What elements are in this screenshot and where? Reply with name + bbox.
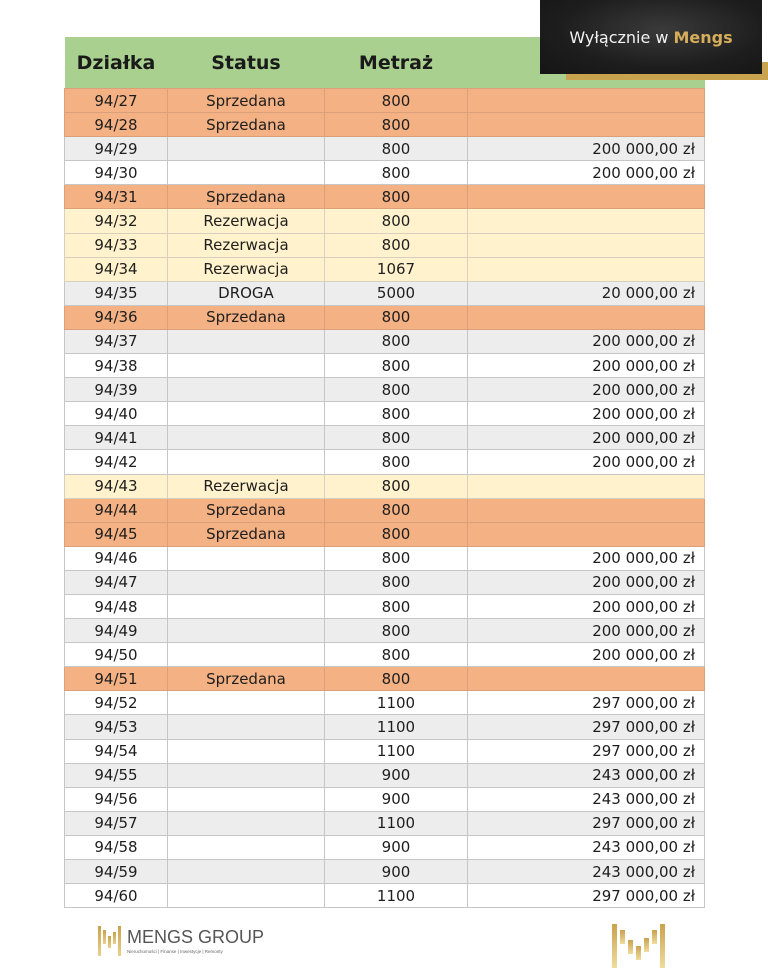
table-row [65, 305, 705, 329]
cell-plot: 94/27 [65, 89, 168, 113]
table-row [65, 257, 705, 281]
table-row [65, 546, 705, 570]
logo-mark-icon [98, 926, 121, 956]
cell-price: 243 000,00 zł [468, 835, 705, 859]
table-row [65, 715, 705, 739]
table-row [65, 378, 705, 402]
cell-status [168, 329, 325, 353]
cell-area: 800 [325, 619, 468, 643]
cell-plot: 94/48 [65, 594, 168, 618]
cell-plot: 94/52 [65, 691, 168, 715]
table-row [65, 329, 705, 353]
table-row [65, 667, 705, 691]
cell-status [168, 835, 325, 859]
cell-plot: 94/53 [65, 715, 168, 739]
table-row [65, 113, 705, 137]
cell-plot: 94/49 [65, 619, 168, 643]
cell-area: 800 [325, 89, 468, 113]
table-row [65, 619, 705, 643]
table-row [65, 161, 705, 185]
cell-status [168, 811, 325, 835]
cell-status [168, 546, 325, 570]
cell-plot: 94/50 [65, 643, 168, 667]
table-row [65, 884, 705, 908]
cell-area: 5000 [325, 281, 468, 305]
cell-area: 800 [325, 354, 468, 378]
cell-price: 243 000,00 zł [468, 787, 705, 811]
table-row [65, 691, 705, 715]
cell-plot: 94/57 [65, 811, 168, 835]
cell-area: 800 [325, 305, 468, 329]
cell-price: 200 000,00 zł [468, 570, 705, 594]
cell-status [168, 426, 325, 450]
cell-area: 1100 [325, 691, 468, 715]
cell-area: 900 [325, 763, 468, 787]
cell-area: 1100 [325, 715, 468, 739]
cell-status [168, 570, 325, 594]
cell-plot: 94/46 [65, 546, 168, 570]
cell-price [468, 257, 705, 281]
table-row [65, 787, 705, 811]
cell-status: Rezerwacja [168, 474, 325, 498]
cell-status [168, 354, 325, 378]
cell-area: 800 [325, 233, 468, 257]
cell-price: 200 000,00 zł [468, 378, 705, 402]
table-row [65, 811, 705, 835]
header-plot: Działka [65, 37, 168, 89]
cell-status: Sprzedana [168, 498, 325, 522]
table-row [65, 474, 705, 498]
cell-status [168, 860, 325, 884]
cell-area: 1067 [325, 257, 468, 281]
cell-status [168, 378, 325, 402]
logo-name: MENGS GROUP [127, 927, 265, 947]
cell-plot: 94/55 [65, 763, 168, 787]
cell-area: 1100 [325, 811, 468, 835]
cell-price: 243 000,00 zł [468, 860, 705, 884]
cell-price: 200 000,00 zł [468, 161, 705, 185]
cell-area: 800 [325, 378, 468, 402]
cell-price: 200 000,00 zł [468, 354, 705, 378]
cell-price [468, 89, 705, 113]
cell-status [168, 450, 325, 474]
cell-area: 800 [325, 402, 468, 426]
plots-table [64, 37, 705, 908]
banner-brand: Mengs [673, 27, 733, 47]
cell-area: 1100 [325, 884, 468, 908]
cell-area: 800 [325, 161, 468, 185]
cell-plot: 94/39 [65, 378, 168, 402]
cell-price: 200 000,00 zł [468, 619, 705, 643]
cell-plot: 94/59 [65, 860, 168, 884]
cell-plot: 94/44 [65, 498, 168, 522]
table-row [65, 835, 705, 859]
cell-price [468, 474, 705, 498]
cell-status [168, 619, 325, 643]
cell-area: 800 [325, 450, 468, 474]
cell-plot: 94/38 [65, 354, 168, 378]
table-row [65, 233, 705, 257]
table-row [65, 594, 705, 618]
logo-tagline: Nieruchomości | Finanse | Inwestycje | Remonty [127, 949, 223, 954]
cell-price: 20 000,00 zł [468, 281, 705, 305]
cell-price [468, 233, 705, 257]
exclusive-banner [540, 0, 762, 74]
table-row [65, 643, 705, 667]
cell-status: Rezerwacja [168, 233, 325, 257]
cell-status [168, 691, 325, 715]
cell-price: 200 000,00 zł [468, 426, 705, 450]
cell-plot: 94/36 [65, 305, 168, 329]
cell-area: 800 [325, 522, 468, 546]
cell-plot: 94/43 [65, 474, 168, 498]
cell-plot: 94/33 [65, 233, 168, 257]
cell-plot: 94/41 [65, 426, 168, 450]
cell-price [468, 209, 705, 233]
cell-plot: 94/32 [65, 209, 168, 233]
cell-price: 200 000,00 zł [468, 329, 705, 353]
cell-plot: 94/54 [65, 739, 168, 763]
cell-price: 243 000,00 zł [468, 763, 705, 787]
cell-plot: 94/28 [65, 113, 168, 137]
cell-area: 900 [325, 860, 468, 884]
cell-price [468, 498, 705, 522]
cell-plot: 94/34 [65, 257, 168, 281]
table-row [65, 450, 705, 474]
cell-price: 297 000,00 zł [468, 884, 705, 908]
table-row [65, 185, 705, 209]
cell-price: 200 000,00 zł [468, 643, 705, 667]
cell-price [468, 522, 705, 546]
cell-price: 297 000,00 zł [468, 691, 705, 715]
cell-price: 297 000,00 zł [468, 739, 705, 763]
cell-price: 297 000,00 zł [468, 715, 705, 739]
table-row [65, 763, 705, 787]
cell-area: 800 [325, 667, 468, 691]
header-area: Metraż [325, 37, 468, 89]
cell-area: 800 [325, 594, 468, 618]
cell-plot: 94/40 [65, 402, 168, 426]
cell-status: Sprzedana [168, 667, 325, 691]
table-row [65, 89, 705, 113]
cell-status: Sprzedana [168, 185, 325, 209]
table-row [65, 498, 705, 522]
cell-plot: 94/30 [65, 161, 168, 185]
cell-area: 800 [325, 474, 468, 498]
cell-plot: 94/60 [65, 884, 168, 908]
mengs-monogram-icon [612, 924, 665, 968]
table-row [65, 209, 705, 233]
cell-price: 200 000,00 zł [468, 402, 705, 426]
table-row [65, 281, 705, 305]
header-status: Status [168, 37, 325, 89]
cell-plot: 94/29 [65, 137, 168, 161]
cell-area: 800 [325, 570, 468, 594]
cell-plot: 94/35 [65, 281, 168, 305]
cell-status [168, 643, 325, 667]
cell-plot: 94/47 [65, 570, 168, 594]
cell-area: 800 [325, 137, 468, 161]
table-row [65, 739, 705, 763]
cell-status [168, 594, 325, 618]
cell-price [468, 305, 705, 329]
cell-status: DROGA [168, 281, 325, 305]
cell-status [168, 739, 325, 763]
cell-status [168, 715, 325, 739]
cell-status: Rezerwacja [168, 209, 325, 233]
cell-plot: 94/42 [65, 450, 168, 474]
cell-status: Sprzedana [168, 113, 325, 137]
mengs-group-logo [98, 926, 264, 956]
cell-area: 800 [325, 113, 468, 137]
cell-area: 800 [325, 643, 468, 667]
table-row [65, 522, 705, 546]
cell-area: 900 [325, 787, 468, 811]
cell-price [468, 667, 705, 691]
cell-area: 800 [325, 209, 468, 233]
cell-status: Sprzedana [168, 305, 325, 329]
cell-price: 200 000,00 zł [468, 450, 705, 474]
cell-area: 900 [325, 835, 468, 859]
cell-area: 800 [325, 426, 468, 450]
table-row [65, 570, 705, 594]
table-row [65, 137, 705, 161]
cell-price: 200 000,00 zł [468, 546, 705, 570]
cell-status [168, 884, 325, 908]
cell-area: 800 [325, 498, 468, 522]
banner-prefix: Wyłącznie w [569, 27, 669, 47]
table-row [65, 426, 705, 450]
cell-status [168, 763, 325, 787]
cell-status [168, 161, 325, 185]
cell-price [468, 113, 705, 137]
cell-plot: 94/51 [65, 667, 168, 691]
table-row [65, 860, 705, 884]
cell-plot: 94/45 [65, 522, 168, 546]
cell-area: 800 [325, 546, 468, 570]
cell-area: 800 [325, 185, 468, 209]
cell-status: Rezerwacja [168, 257, 325, 281]
cell-area: 1100 [325, 739, 468, 763]
cell-price: 297 000,00 zł [468, 811, 705, 835]
cell-plot: 94/56 [65, 787, 168, 811]
cell-area: 800 [325, 329, 468, 353]
cell-status: Sprzedana [168, 89, 325, 113]
cell-price [468, 185, 705, 209]
cell-plot: 94/37 [65, 329, 168, 353]
table-row [65, 354, 705, 378]
cell-price: 200 000,00 zł [468, 594, 705, 618]
table-row [65, 402, 705, 426]
cell-status [168, 402, 325, 426]
cell-status [168, 137, 325, 161]
cell-plot: 94/58 [65, 835, 168, 859]
cell-status: Sprzedana [168, 522, 325, 546]
plots-table-container [64, 37, 704, 908]
cell-plot: 94/31 [65, 185, 168, 209]
cell-status [168, 787, 325, 811]
cell-price: 200 000,00 zł [468, 137, 705, 161]
